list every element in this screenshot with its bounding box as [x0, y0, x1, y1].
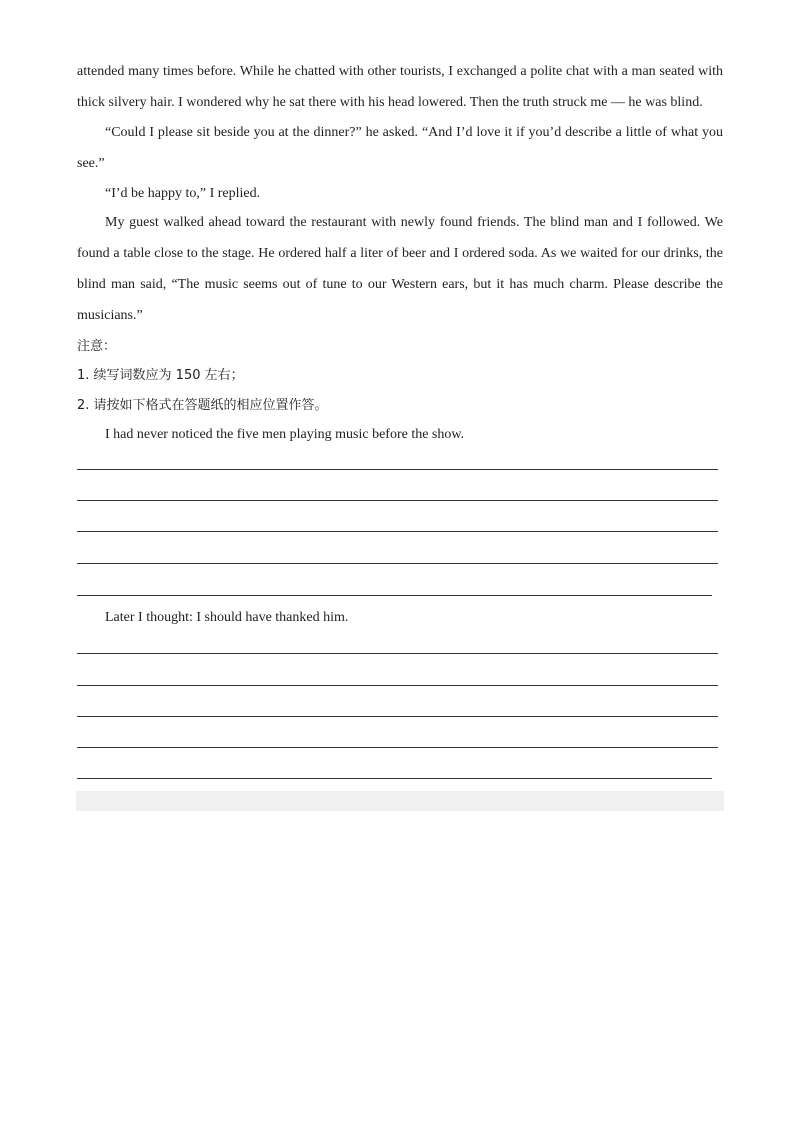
- answer-line[interactable]: [77, 685, 718, 686]
- footer-bar: [76, 791, 724, 811]
- answer-line[interactable]: [77, 469, 718, 470]
- notes-heading: 注意：: [77, 339, 117, 354]
- note-item: 2. 请按如下格式在答题纸的相应位置作答。: [77, 398, 328, 413]
- answer-line[interactable]: [77, 531, 718, 532]
- passage-line: My guest walked ahead toward the restaurant with newly found friends. The blind man and I followed. We: [105, 215, 723, 230]
- passage-line: “I’d be happy to,” I replied.: [105, 186, 261, 201]
- answer-line[interactable]: [77, 778, 712, 779]
- note-item: 1. 续写词数应为 150 左右；: [77, 368, 244, 383]
- passage-line: musicians.”: [77, 308, 143, 323]
- answer-line[interactable]: [77, 595, 712, 596]
- continuation-lead-sentence: I had never noticed the five men playing music before the show.: [105, 427, 465, 442]
- answer-line[interactable]: [77, 653, 718, 654]
- passage-line: see.”: [77, 156, 105, 171]
- answer-line[interactable]: [77, 500, 718, 501]
- passage-line: “Could I please sit beside you at the dinner?” he asked. “And I’d love it if you’d describe a little of what you: [105, 125, 723, 140]
- answer-line[interactable]: [77, 563, 718, 564]
- continuation-lead-sentence: Later I thought: I should have thanked him.: [105, 610, 349, 625]
- answer-line[interactable]: [77, 716, 718, 717]
- answer-line[interactable]: [77, 747, 718, 748]
- passage-line: found a table close to the stage. He ordered half a liter of beer and I ordered soda. As we waited for our drinks, the: [77, 246, 723, 261]
- passage-line: attended many times before. While he chatted with other tourists, I exchanged a polite chat with a man seated with: [77, 64, 723, 79]
- passage-line: thick silvery hair. I wondered why he sat there with his head lowered. Then the truth struck me — he was blind.: [77, 95, 703, 110]
- passage-line: blind man said, “The music seems out of tune to our Western ears, but it has much charm. Please describe the: [77, 277, 723, 292]
